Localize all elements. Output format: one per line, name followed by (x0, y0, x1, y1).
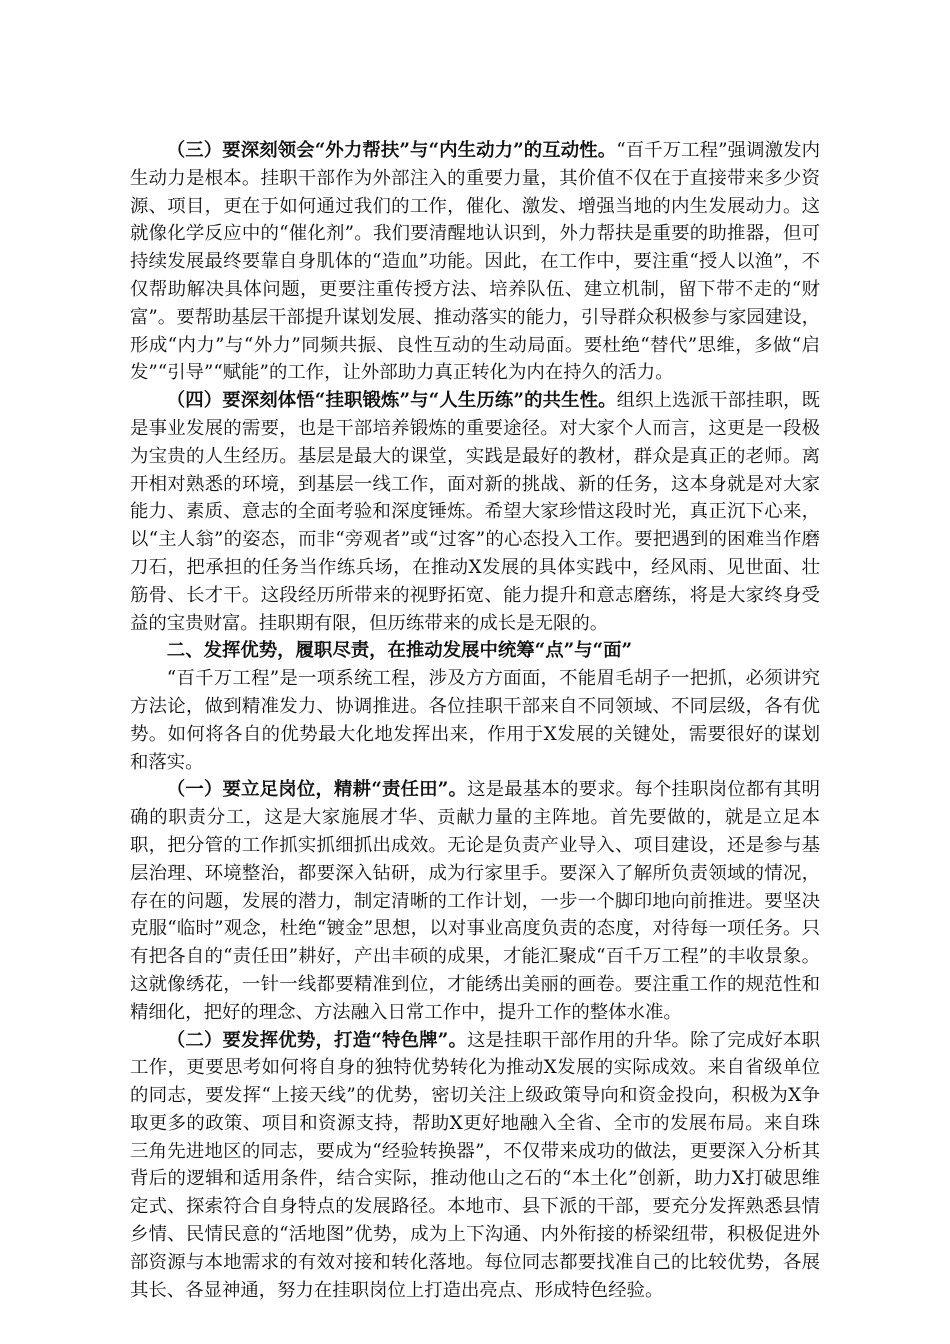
section-two-intro: “百千万工程”是一项系统工程，涉及方方面面，不能眉毛胡子一把抓，必须讲究方法论，做到精准发力、协调推进。各位挂职干部来自不同领域、不同层级，各有优势。如何将各自的优势最大化地发挥出来，作用于X发展的关键处，需要很好的谋划和落实。 (130, 668, 820, 773)
subsection-one-text: 这是最基本的要求。每个挂职岗位都有其明确的职责分工，这是大家施展才华、贡献力量的主阵地。首先要做的，就是立足本职，把分管的工作抓实抓细抓出成效。无论是负责产业导入、项目建设，还是参与基层治理、环境整治，都要深入钻研，成为行家里手。要深入了解所负责领域的情况，存在的问题，发展的潜力，制定清晰的工作计划，一步一个脚印地向前推进。要坚决克服“临时”观念，杜绝“镀金”思想，以对事业高度负责的态度，对待每一项任务。只有把各自的“责任田”耕好，产出丰硕的成果，才能汇聚成“百千万工程”的丰收景象。这就像绣花，一针一线都要精准到位，才能绣出美丽的画卷。要注重工作的规范性和精细化，把好的理念、方法融入日常工作中，提升工作的整体水准。 (130, 779, 820, 1023)
subsection-two (130, 1027, 820, 1305)
paragraph-four-heading: （四）要深刻体悟“挂职锻炼”与“人生历练”的共生性。 (166, 390, 617, 412)
paragraph-three-heading: （三）要深刻领会“外力帮扶”与“内生动力”的互动性。 (166, 140, 617, 161)
paragraph-three (130, 137, 820, 387)
paragraph-four (130, 387, 820, 637)
document-body (130, 137, 820, 1304)
subsection-two-text: 这是挂职干部作用的升华。除了完成好本职工作，更要思考如何将自身的独特优势转化为推动X发展的实际成效。来自省级单位的同志，要发挥“上接天线”的优势，密切关注上级政策导向和资金投向，积极为X争取更多的政策、项目和资源支持，帮助X更好地融入全省、全市的发展布局。来自珠三角先进地区的同志，要成为“经验转换器”，不仅带来成功的做法，更要深入分析其背后的逻辑和适用条件，结合实际，推动他山之石的“本土化”创新，助力X打破思维定式、探索符合自身特点的发展路径。本地市、县下派的干部，要充分发挥熟悉县情乡情、民情民意的“活地图”优势，成为上下沟通、内外衔接的桥梁纽带，积极促进外部资源与本地需求的有效对接和转化落地。每位同志都要找准自己的比较优势，各展其长、各显神通，努力在挂职岗位上打造出亮点、形成特色经验。 (130, 1029, 820, 1301)
subsection-one (130, 776, 820, 1026)
section-two-heading: 二、发挥优势，履职尽责，在推动发展中统筹“点”与“面” (166, 640, 633, 662)
subsection-two-heading: （二）要发挥优势，打造“特色牌”。 (166, 1029, 468, 1051)
subsection-one-heading: （一）要立足岗位，精耕“责任田”。 (166, 779, 468, 801)
paragraph-three-text: “百千万工程”强调激发内生动力是根本。挂职干部作为外部注入的重要力量，其价值不仅在于直接带来多少资源、项目，更在于如何通过我们的工作，催化、激发、增强当地的内生发展动力。这就像化学反应中的“催化剂”。我们要清醒地认识到，外力帮扶是重要的助推器，但可持续发展最终要靠自身肌体的“造血”功能。因此，在工作中，要注重“授人以渔”，不仅帮助解决具体问题，更要注重传授方法、培养队伍、建立机制，留下带不走的“财富”。要帮助基层干部提升谋划发展、推动落实的能力，引导群众积极参与家园建设，形成“内力”与“外力”同频共振、良性互动的生动局面。要杜绝“替代”思维，多做“启发”“引导”“赋能”的工作，让外部助力真正转化为内在持久的活力。 (130, 140, 820, 384)
paragraph-four-text: 组织上选派干部挂职，既是事业发展的需要，也是干部培养锻炼的重要途径。对大家个人而言，这更是一段极为宝贵的人生经历。基层是最大的课堂，实践是最好的教材，群众是真正的老师。离开相对熟悉的环境，到基层一线工作，面对新的挑战、新的任务，这本身就是对大家能力、素质、意志的全面考验和深度锤炼。希望大家珍惜这段时光，真正沉下心来，以“主人翁”的姿态，而非“旁观者”或“过客”的心态投入工作。要把遇到的困难当作磨刀石，把承担的任务当作练兵场，在推动X发展的具体实践中，经风雨、见世面、壮筋骨、长才干。这段经历所带来的视野拓宽、能力提升和意志磨练，将是大家终身受益的宝贵财富。挂职期有限，但历练带来的成长是无限的。 (130, 390, 820, 634)
